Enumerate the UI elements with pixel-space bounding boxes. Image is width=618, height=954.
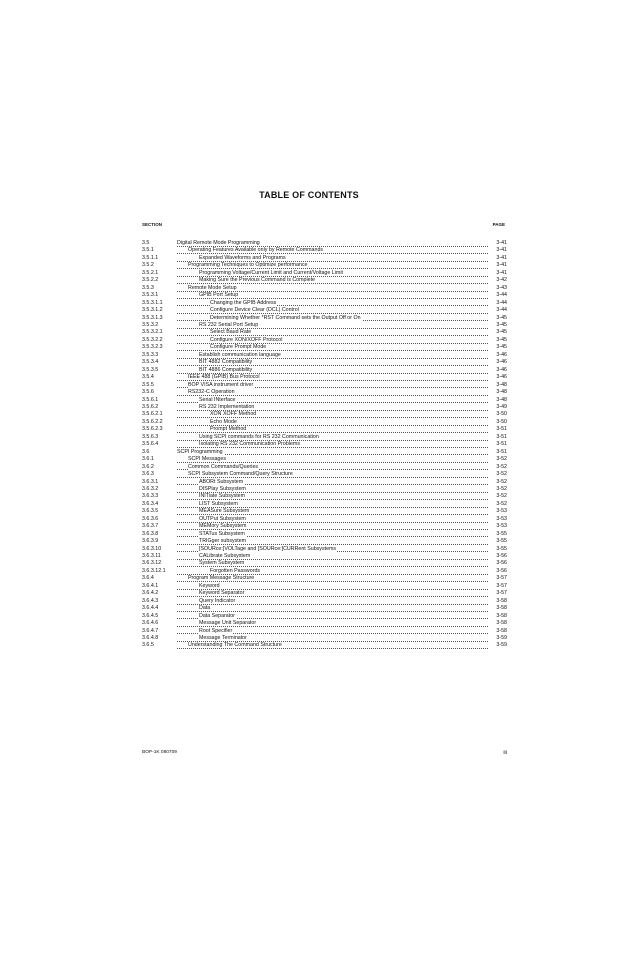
toc-entry-title: Digital Remote Mode Programming [177,240,260,246]
toc-entry-number: 3.6 [142,448,150,455]
toc-entry-number: 3.5.6.2.1 [142,411,163,418]
toc-entry-page: 3-51 [488,434,507,441]
dot-leader [177,605,488,612]
toc-entry-title-cell [177,575,488,582]
toc-entry-page: 3-53 [488,508,507,515]
toc-entry-title-cell [177,419,488,426]
toc-entry-page: 3-55 [488,546,507,553]
toc-entry-page: 3-57 [488,583,507,590]
toc-entry-title: DISPlay Subsystem [199,485,246,492]
toc-entry-page: 3-45 [488,315,507,322]
toc-entry[interactable] [142,397,507,404]
toc-entry-number: 3.5.2.2 [142,277,159,284]
toc-entry-number: 3.5.3.5 [142,366,159,373]
toc-entry-page: 3-57 [488,575,507,582]
toc-entry-number: 3.5.3.2 [142,321,159,328]
toc-entry-page: 3-43 [488,285,507,292]
toc-entry-title-cell [177,426,488,433]
toc-entry-title-cell [177,493,488,500]
toc-entry-number: 3.6.3.10 [142,545,162,552]
toc-entry-number: 3.5.6.2.2 [142,418,163,425]
toc-entry[interactable] [142,508,507,515]
toc-entry[interactable] [142,404,507,411]
toc-entry-title: Data [199,605,211,612]
toc-entry-title: CALibrate Subsystem [199,553,251,560]
toc-entry-number: 3.5 [142,240,150,246]
toc-entry-title: STATus Subsystem [199,530,245,537]
toc-entry[interactable] [142,411,507,418]
toc-entry-page: 3-41 [488,255,507,262]
toc-entry-page: 3-53 [488,516,507,523]
toc-entry-title-cell [177,270,488,277]
toc-entry[interactable] [142,344,507,351]
toc-entry-page: 3-41 [488,240,507,247]
toc-entry-title-cell [177,337,488,344]
toc-entry-number: 3.6.2 [142,463,154,470]
toc-entry-number: 3.5.6.3 [142,433,159,440]
toc-entry-title-cell [177,307,488,314]
toc-entry-title: XON XOFF Method [210,411,257,418]
toc-entry-title: Isolating RS 232 Communication Problems [199,441,300,448]
toc-entry-number: 3.5.6.2 [142,403,159,410]
toc-entry-title: Changing the GPIB Address [210,299,277,306]
toc-entry-page: 3-48 [488,382,507,389]
toc-entry-number: 3.5.3.1.2 [142,307,163,314]
toc-entry-page: 3-58 [488,628,507,635]
toc-entry-title: Echo Mode [210,418,237,425]
toc-entry-title: TRIGger subsystem [199,538,247,545]
toc-entry-title: Configure XON/XOFF Protocol [210,336,283,343]
toc-entry-title: Operating Features Available only by Remote Commands [188,247,324,254]
toc-entry-number: 3.6.4.3 [142,597,159,604]
toc-entry-page: 3-59 [488,635,507,642]
toc-entry-title-cell [177,553,488,560]
toc-entry-number: 3.5.3.1 [142,292,159,299]
toc-entry-number: 3.5.3.2.2 [142,336,163,343]
toc-entry-title-cell [177,292,488,299]
toc-entry-page: 3-44 [488,292,507,299]
toc-entry[interactable] [142,531,507,538]
toc-entry-title: Programming Techniques to Optimize performance [188,262,308,269]
toc-entry[interactable] [142,247,507,254]
toc-entry-page: 3-52 [488,471,507,478]
toc-entry-title: Prompt Method [210,426,247,433]
toc-entry[interactable] [142,315,507,322]
toc-entry[interactable] [142,329,507,336]
toc-entry-page: 3-46 [488,352,507,359]
page-column-header: PAGE [492,222,505,227]
toc-entry-title-cell [177,404,488,411]
toc-entry-page: 3-58 [488,598,507,605]
toc-entry-title-cell [177,322,488,329]
toc-entry-title: Select Baud Rate [210,329,252,336]
toc-entry-title-cell [177,531,488,538]
toc-entry-number: 3.5.4 [142,374,154,381]
toc-entry[interactable] [142,300,507,307]
toc-entry-number: 3.5.3.2.3 [142,344,163,351]
toc-entry-page: 3-44 [488,300,507,307]
toc-entry-number: 3.5.2.1 [142,269,159,276]
toc-entry-title: Establish communication language [199,351,281,358]
toc-entry-number: 3.5.3.4 [142,359,159,366]
toc-entry-page: 3-58 [488,605,507,612]
toc-entry-page: 3-53 [488,523,507,530]
toc-entry-number: 3.6.4.8 [142,635,159,642]
toc-entry[interactable] [142,598,507,605]
toc-entry[interactable] [142,479,507,486]
toc-entry-title-cell [177,374,488,381]
toc-entry-title-cell [177,359,488,366]
toc-entry-page: 3-45 [488,329,507,336]
toc-entry-title: BOP VISA instrument driver [188,381,254,388]
toc-entry[interactable] [142,352,507,359]
toc-entry-number: 3.6.1 [142,456,154,463]
toc-entry-number: 3.6.4.1 [142,582,159,589]
toc-entry-page: 3-51 [488,449,507,456]
toc-entry-page: 3-56 [488,568,507,575]
toc-entry-number: 3.6.3.11 [142,553,161,560]
toc-entry[interactable] [142,262,507,269]
toc-entry[interactable] [142,464,507,471]
toc-entry[interactable] [142,613,507,620]
toc-entry-title-cell [177,247,488,254]
toc-entry[interactable] [142,277,507,284]
toc-entry-number: 3.6.3.1 [142,478,159,485]
toc-entry-title-cell [177,628,488,635]
toc-entry[interactable] [142,590,507,597]
toc-entry-number: 3.5.5 [142,381,154,388]
toc-entry-number: 3.5.6.1 [142,396,159,403]
toc-entry-number: 3.5.6 [142,389,154,396]
toc-entry-title: IEEE 488 (GPIB) Bus Protocol [188,374,260,381]
toc-entry[interactable] [142,546,507,553]
toc-entry-number: 3.5.6.4 [142,441,159,448]
toc-entry-page: 3-55 [488,538,507,545]
toc-entry-page: 3-45 [488,337,507,344]
toc-entry-number: 3.5.3 [142,284,154,291]
toc-entry[interactable] [142,367,507,374]
dot-leader [177,583,488,590]
toc-entry-title-cell [177,434,488,441]
toc-entry-title-cell [177,344,488,351]
toc-entry-title: SCPI Messages [188,456,226,463]
toc-entry[interactable] [142,285,507,292]
toc-entry-number: 3.6.3.4 [142,500,159,507]
toc-entry-title-cell [177,620,488,627]
toc-entry-number: 3.6.4.7 [142,627,159,634]
toc-entry[interactable] [142,270,507,277]
toc-entry-title-cell [177,546,488,553]
toc-entry[interactable] [142,359,507,366]
toc-entry-title: Making Sure the Previous Command is Complete [199,277,315,284]
page-number: iii [503,750,507,756]
toc-entry-title-cell [177,590,488,597]
toc-entry[interactable] [142,628,507,635]
toc-entry-title: Root Specifier [199,627,233,634]
toc-entry[interactable] [142,486,507,493]
toc-entry-title: Determining Whether *RST Command sets the Output Off or On [210,314,361,321]
toc-entry-page: 3-46 [488,359,507,366]
toc-entry-title-cell [177,501,488,508]
toc-entry-page: 3-57 [488,590,507,597]
toc-entry-title-cell [177,441,488,448]
toc-entry[interactable] [142,337,507,344]
toc-entry-title-cell [177,642,488,649]
toc-entry-title: ABORt Subsystem [199,478,244,485]
toc-entry-title: Message Unit Separator [199,620,257,627]
toc-entry-number: 3.6.3.3 [142,493,159,500]
toc-entry-title: MEMory Subsystem [199,523,247,530]
toc-entry-title: Keyword Separator [199,590,245,597]
toc-entry[interactable] [142,322,507,329]
toc-entry-number: 3.6.3.9 [142,538,159,545]
toc-entry-title-cell [177,479,488,486]
toc-entry[interactable] [142,523,507,530]
toc-entry-title-cell [177,315,488,322]
toc-entry-number: 3.6.4.6 [142,620,159,627]
toc-entry-title: MEASure Subsystem [199,508,250,515]
toc-entry-number: 3.5.1.1 [142,254,159,261]
toc-entry[interactable] [142,538,507,545]
toc-entry-title-cell [177,277,488,284]
toc-entry-title-cell [177,613,488,620]
toc-entry-page: 3-51 [488,441,507,448]
toc-entry-page: 3-59 [488,642,507,649]
toc-entry-title: SCPI Subsystem Command/Query Structure [188,471,293,478]
toc-entry-page: 3-51 [488,426,507,433]
toc-entry-title: Programming Voltage/Current Limit and Current/Voltage Limit [199,269,343,276]
toc-entry[interactable] [142,292,507,299]
toc-entry-title: Remote Mode Setup [188,284,237,291]
toc-entry-title: System Subsystem [199,560,245,567]
toc-entry-number: 3.6.3 [142,471,154,478]
toc-entry-title: RS 232 Serial Port Setup [199,321,259,328]
toc-entry[interactable] [142,471,507,478]
toc-entry[interactable] [142,501,507,508]
toc-entry-title-cell [177,456,488,463]
toc-entry-page: 3-52 [488,456,507,463]
document-id: BOP-1K 080709 [142,750,177,755]
toc-entry-title-cell [177,560,488,567]
toc-entry-page: 3-45 [488,344,507,351]
toc-entry[interactable] [142,568,507,575]
toc-entry[interactable] [142,255,507,262]
toc-entry-number: 3.5.3.3 [142,351,159,358]
toc-entry-title-cell [177,240,488,247]
toc-entry-title-cell [177,449,488,456]
toc-entry-title-cell [177,538,488,545]
toc-entry-title-cell [177,389,488,396]
toc-entry[interactable] [142,389,507,396]
toc-entry-page: 3-46 [488,374,507,381]
toc-entry-title: RS 232 Implementation [199,403,255,410]
toc-entry-number: 3.5.3.1.3 [142,314,163,321]
toc-entry-title: Configure Prompt Mode [210,344,267,351]
toc-entry-title: Expanded Waveforms and Programs [199,254,286,261]
toc-entry[interactable] [142,374,507,381]
toc-entry-page: 3-52 [488,479,507,486]
toc-entry-title-cell [177,605,488,612]
toc-entry[interactable] [142,553,507,560]
toc-entry[interactable] [142,642,507,649]
toc-entry-page: 3-42 [488,277,507,284]
toc-entry-title-cell [177,568,488,575]
toc-entry-number: 3.5.3.1.1 [142,299,163,306]
toc-entry[interactable] [142,456,507,463]
toc-entry[interactable] [142,493,507,500]
toc-entry-number: 3.6.3.8 [142,530,159,537]
toc-entry-page: 3-48 [488,397,507,404]
toc-entry-number: 3.6.3.6 [142,515,159,522]
toc-entry[interactable] [142,635,507,642]
toc-entry-number: 3.6.4.5 [142,612,159,619]
toc-entry-title-cell [177,397,488,404]
toc-entry-number: 3.6.4 [142,575,154,582]
toc-entry-title: Keyword [199,582,220,589]
toc-entry-title: LIST Subsystem [199,500,238,507]
toc-entry-page: 3-52 [488,493,507,500]
toc-entry-title: OUTPut Subsystem [199,515,246,522]
toc-entry-number: 3.5.6.2.3 [142,426,163,433]
toc-entry-title-cell [177,598,488,605]
toc-entry-number: 3.6.3.2 [142,485,159,492]
toc-entry-number: 3.5.3.2.1 [142,329,163,336]
toc-entry-title: Forgotten Passwords [210,567,261,574]
toc-entry-number: 3.6.4.4 [142,605,159,612]
toc-entry[interactable] [142,240,507,247]
toc-entry-title: Using SCPI commands for RS 232 Communication [199,433,319,440]
toc-entry-page: 3-50 [488,419,507,426]
toc-entry-page: 3-44 [488,307,507,314]
toc-entry-page: 3-45 [488,322,507,329]
toc-entry-title-cell [177,255,488,262]
toc-entry[interactable] [142,419,507,426]
toc-entry-title: INITiate Subsystem [199,493,246,500]
toc-entry-title-cell [177,285,488,292]
toc-entry-title-cell [177,508,488,515]
toc-entry[interactable] [142,560,507,567]
toc-entry-page: 3-52 [488,501,507,508]
toc-entry[interactable] [142,620,507,627]
toc-entry-title: GPIB Port Setup [199,292,239,299]
toc-entry-title: Program Message Structure [188,575,255,582]
toc-entry-number: 3.6.4.2 [142,590,159,597]
toc-entry-page: 3-52 [488,464,507,471]
toc-entry-page: 3-55 [488,531,507,538]
toc-entry-title-cell [177,411,488,418]
toc-entry-page: 3-41 [488,247,507,254]
toc-entry-title-cell [177,300,488,307]
toc-entry-title: Data Separator [199,612,235,619]
toc-entry-list [142,240,507,650]
toc-title: TABLE OF CONTENTS [259,190,359,200]
toc-entry[interactable] [142,575,507,582]
toc-entry-title-cell [177,471,488,478]
toc-entry-title: Understanding The Command Structure [188,642,282,649]
toc-entry-title: Serial INterface [199,396,236,403]
toc-entry-title-cell [177,583,488,590]
toc-entry-page: 3-58 [488,620,507,627]
toc-entry-title-cell [177,352,488,359]
toc-entry-title: SCPI Programming [177,448,223,455]
toc-entry-title: Message Terminator [199,635,247,642]
section-column-header: SECTION [142,222,163,227]
toc-entry-title-cell [177,262,488,269]
toc-entry-title-cell [177,464,488,471]
toc-entry-page: 3-49 [488,404,507,411]
toc-entry-title: RS232-C Operation [188,389,235,396]
toc-entry-number: 3.6.3.12 [142,560,162,567]
toc-entry-page: 3-56 [488,553,507,560]
toc-entry-title: [SOURce:]VOLTage and [SOURce:]CURRent Subsystems [199,545,337,552]
toc-entry-number: 3.6.3.7 [142,523,159,530]
toc-entry-title-cell [177,486,488,493]
toc-entry-title-cell [177,635,488,642]
toc-entry-title-cell [177,516,488,523]
toc-entry-page: 3-52 [488,486,507,493]
toc-entry-page: 3-46 [488,367,507,374]
toc-entry-title-cell [177,367,488,374]
toc-entry-title-cell [177,382,488,389]
toc-entry-title: Query Indicator [199,597,236,604]
toc-entry-title-cell [177,523,488,530]
toc-entry[interactable] [142,605,507,612]
toc-entry[interactable] [142,583,507,590]
toc-entry-page: 3-56 [488,560,507,567]
toc-entry[interactable] [142,307,507,314]
toc-entry-title: Common Commands/Queries [188,463,259,470]
toc-entry[interactable] [142,516,507,523]
toc-entry-number: 3.6.5 [142,642,154,649]
toc-entry-number: 3.5.1 [142,247,154,254]
toc-entry[interactable] [142,434,507,441]
toc-entry-title: BIT 4886 Compatibility [199,366,253,373]
toc-entry-number: 3.6.3.12.1 [142,567,166,574]
toc-entry[interactable] [142,382,507,389]
toc-entry-page: 3-41 [488,270,507,277]
toc-entry-title: BIT 4882 Compatibility [199,359,253,366]
toc-entry-number: 3.5.2 [142,262,154,269]
toc-entry[interactable] [142,449,507,456]
toc-entry-page: 3-48 [488,389,507,396]
toc-entry-title: Configure Device Clear (DCL) Control [210,307,299,314]
toc-entry[interactable] [142,441,507,448]
toc-entry-page: 3-50 [488,411,507,418]
toc-entry-page: 3-41 [488,262,507,269]
toc-entry-title-cell [177,329,488,336]
toc-entry-number: 3.6.3.5 [142,508,159,515]
toc-entry[interactable] [142,426,507,433]
toc-entry-page: 3-58 [488,613,507,620]
